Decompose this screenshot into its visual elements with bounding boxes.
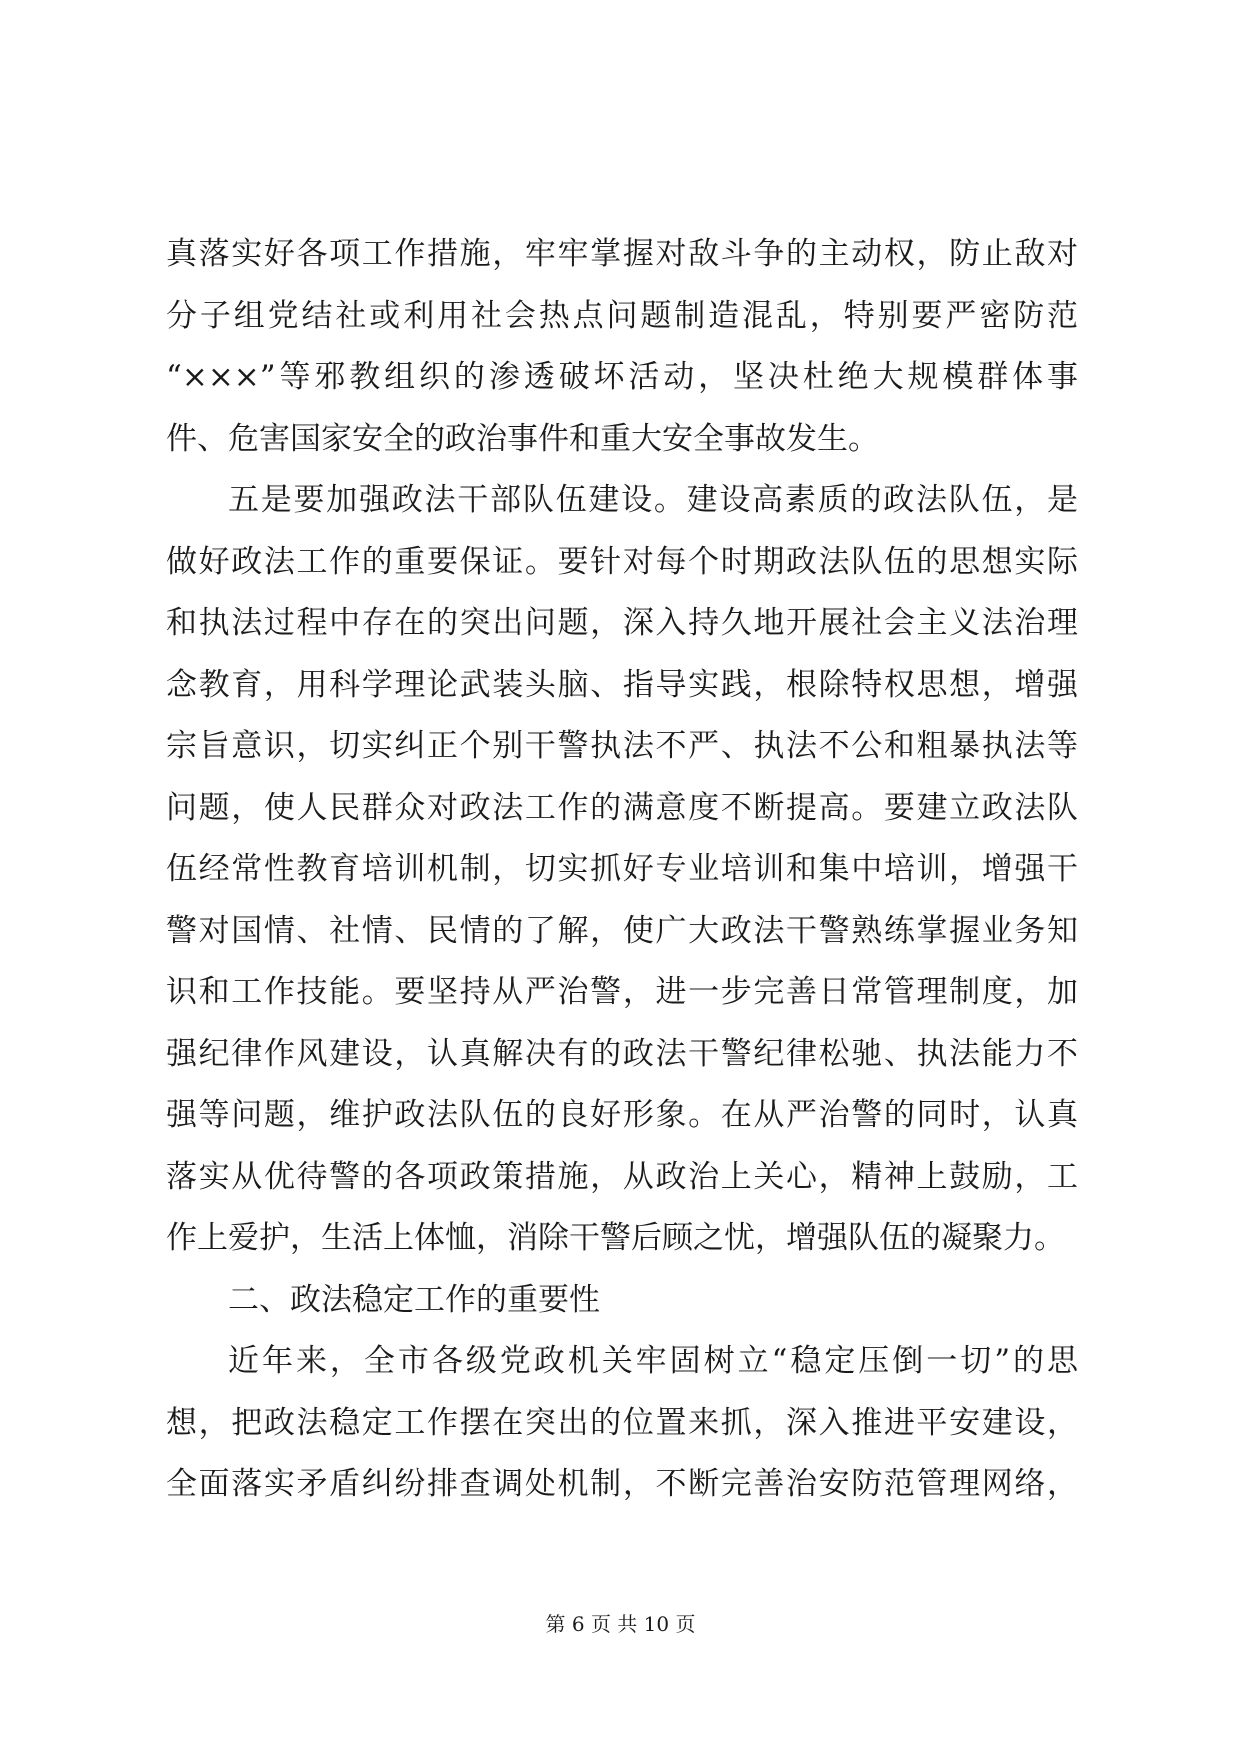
text-line: 问题，使人民群众对政法工作的满意度不断提高。要建立政法队 <box>166 789 1078 826</box>
text-line: 五是要加强政法干部队伍建设。建设高素质的政法队伍，是 <box>228 482 1078 518</box>
text-line: 强纪律作风建设，认真解决有的政法干警纪律松驰、执法能力不 <box>166 1035 1078 1072</box>
text-line: 识和工作技能。要坚持从严治警，进一步完善日常管理制度，加 <box>166 974 1078 1010</box>
text-line: 二、政法稳定工作的重要性 <box>228 1281 600 1318</box>
text-line: 落实从优待警的各项政策措施，从政治上关心，精神上鼓励，工 <box>166 1158 1078 1195</box>
text-line: 警对国情、社情、民情的了解，使广大政法干警熟练掌握业务知 <box>166 912 1078 949</box>
page-footer: 第 6 页 共 10 页 <box>545 1612 696 1636</box>
text-line: 分子组党结社或利用社会热点问题制造混乱，特别要严密防范 <box>166 297 1078 334</box>
text-line: 全面落实矛盾纠纷排查调处机制，不断完善治安防范管理网络， <box>166 1466 1078 1502</box>
body-text <box>166 224 1078 1516</box>
text-line: 念教育，用科学理论武装头脑、指导实践，根除特权思想，增强 <box>166 666 1078 703</box>
text-line: 宗旨意识，切实纠正个别干警执法不严、执法不公和粗暴执法等 <box>166 728 1078 764</box>
text-line: 强等问题，维护政法队伍的良好形象。在从严治警的同时，认真 <box>166 1097 1078 1133</box>
text-line: 和执法过程中存在的突出问题，深入持久地开展社会主义法治理 <box>166 605 1078 641</box>
text-line: 真落实好各项工作措施，牢牢掌握对敌斗争的主动权，防止敌对 <box>166 236 1078 272</box>
text-line: 想，把政法稳定工作摆在突出的位置来抓，深入推进平安建设， <box>166 1404 1078 1441</box>
text-line: “×××”等邪教组织的渗透破坏活动，坚决杜绝大规模群体事 <box>166 359 1078 395</box>
text-line: 伍经常性教育培训机制，切实抓好专业培训和集中培训，增强干 <box>166 851 1078 887</box>
text-line: 作上爱护，生活上体恤，消除干警后顾之忧，增强队伍的凝聚力。 <box>166 1220 1065 1256</box>
text-line: 做好政法工作的重要保证。要针对每个时期政法队伍的思想实际 <box>166 543 1078 580</box>
text-line: 近年来，全市各级党政机关牢固树立“稳定压倒一切”的思 <box>228 1343 1078 1379</box>
text-line: 件、危害国家安全的政治事件和重大安全事故发生。 <box>166 420 879 457</box>
